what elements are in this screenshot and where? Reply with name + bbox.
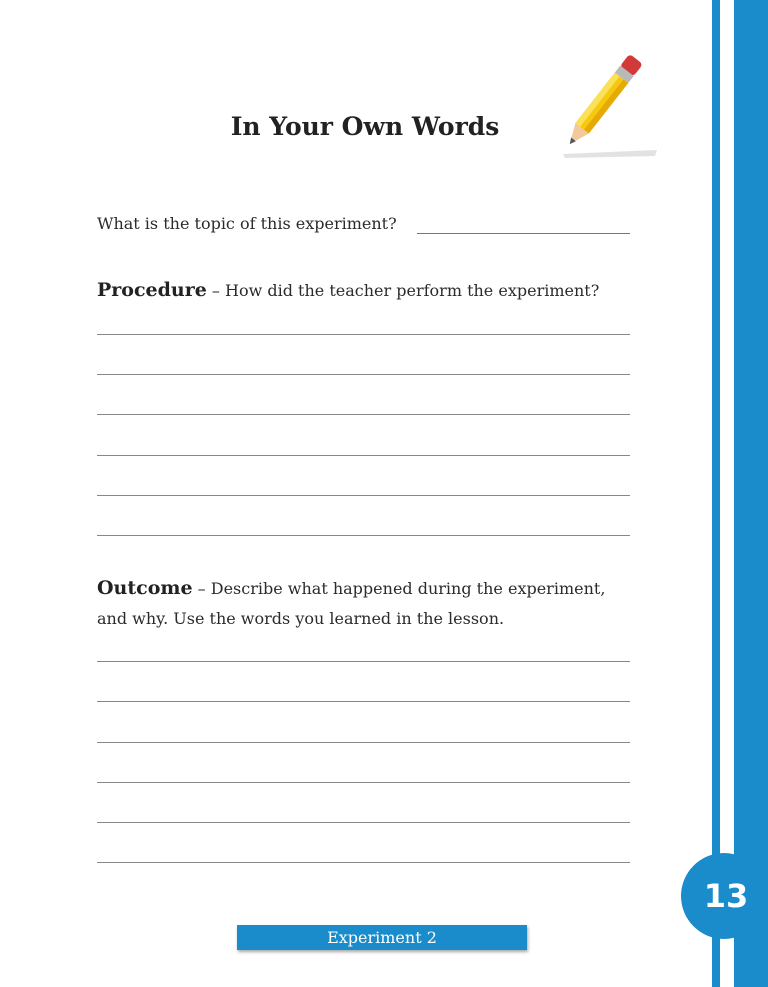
procedure-answer-line[interactable] xyxy=(97,334,630,335)
outcome-answer-line[interactable] xyxy=(97,782,630,783)
page-number: 13 xyxy=(703,877,749,915)
procedure-answer-line[interactable] xyxy=(97,414,630,415)
procedure-prompt: – How did the teacher perform the experiment? xyxy=(206,281,600,300)
procedure-answer-line[interactable] xyxy=(97,535,630,536)
outcome-answer-line[interactable] xyxy=(97,742,630,743)
procedure-answer-line[interactable] xyxy=(97,374,630,375)
side-stripe-thin xyxy=(712,0,720,987)
procedure-answer-line[interactable] xyxy=(97,495,630,496)
page-title: In Your Own Words xyxy=(230,112,500,141)
footer-label xyxy=(237,925,527,950)
page-number-badge xyxy=(681,853,767,939)
outcome-section xyxy=(97,573,637,634)
procedure-section xyxy=(97,275,637,306)
procedure-heading: Procedure xyxy=(97,279,207,301)
outcome-answer-line[interactable] xyxy=(97,701,630,702)
topic-question: What is the topic of this experiment? xyxy=(97,214,397,233)
pencil-icon xyxy=(545,40,660,165)
outcome-answer-line[interactable] xyxy=(97,822,630,823)
outcome-answer-line[interactable] xyxy=(97,661,630,662)
outcome-prompt: – Describe what happened during the experiment, and why. Use the words you learned in the lesson. xyxy=(97,579,606,628)
footer-label-text: Experiment 2 xyxy=(327,928,437,947)
topic-answer-line[interactable] xyxy=(417,233,630,234)
outcome-answer-line[interactable] xyxy=(97,862,630,863)
procedure-answer-line[interactable] xyxy=(97,455,630,456)
outcome-heading: Outcome xyxy=(97,577,193,599)
side-stripe-wide xyxy=(734,0,768,987)
